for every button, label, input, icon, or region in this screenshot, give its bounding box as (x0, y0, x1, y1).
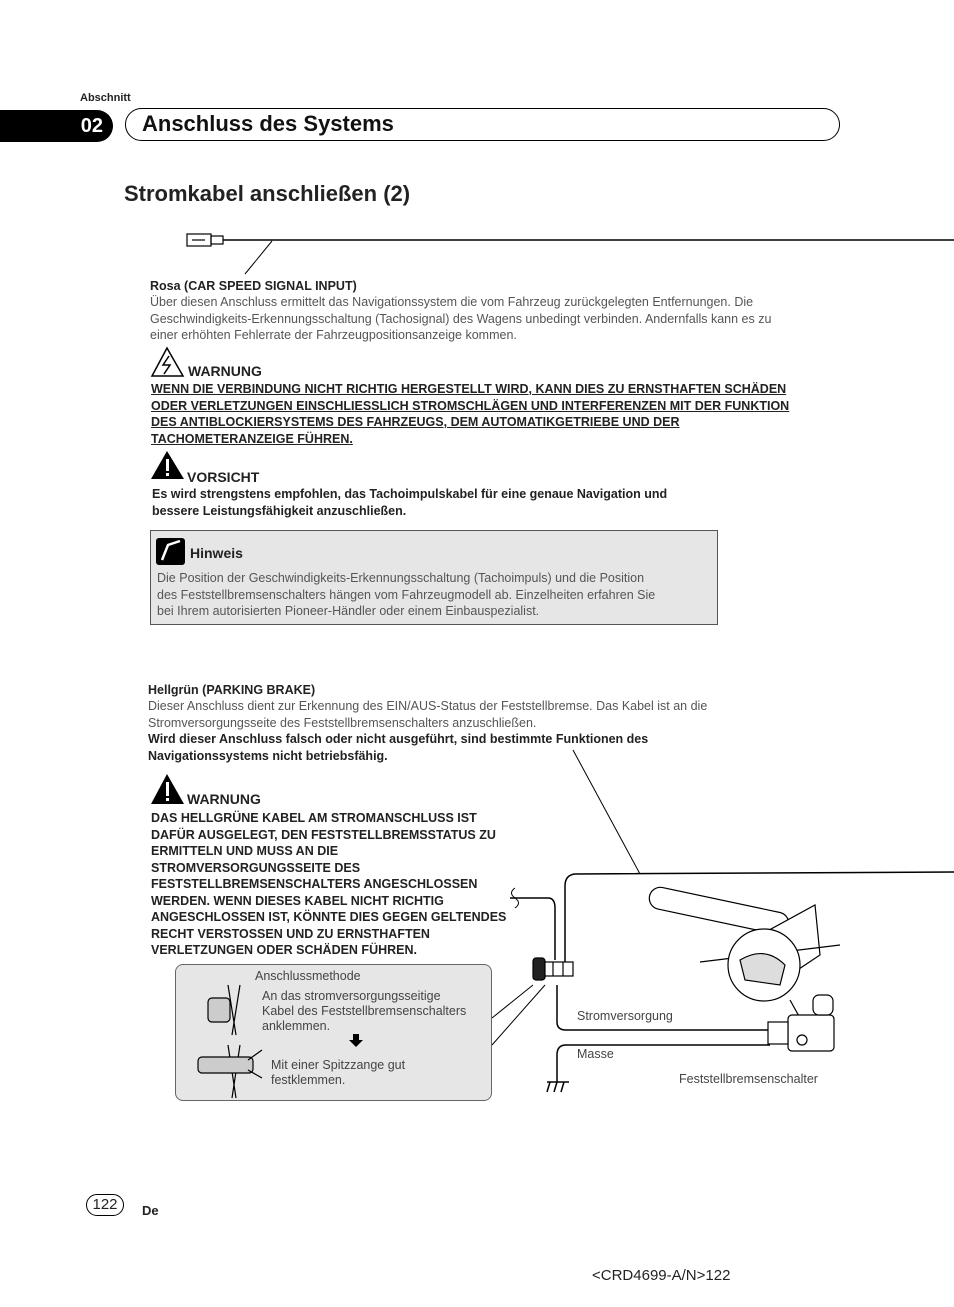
text-line: Mit einer Spitzzange gut (271, 1058, 406, 1072)
caution-text (152, 486, 667, 519)
language-code: De (142, 1203, 159, 1218)
warning-label: WARNUNG (187, 791, 261, 807)
warning-label: WARNUNG (188, 363, 262, 379)
text-line: WERDEN. WENN DIESES KABEL NICHT RICHTIG (151, 893, 444, 908)
text-line: Dieser Anschluss dient zur Erkennung des EIN/AUS-Status der Feststellbremse. Das Kabel ist an die (148, 699, 708, 713)
text-line: einer erhöhten Fehlerrate der Fahrzeugpositionsanzeige kommen. (150, 328, 517, 342)
text-line: bei Ihrem autorisierten Pioneer-Händler oder einem Einbauspezialist. (157, 604, 540, 618)
text-line: TACHOMETERANZEIGE FÜHREN. (151, 431, 353, 446)
section-label: Abschnitt (80, 92, 131, 104)
warning-text (151, 810, 506, 959)
text-line: ANGESCHLOSSEN IST, KÖNNTE DIES GEGEN GELTENDES (151, 910, 507, 924)
document-code: <CRD4699-A/N>122 (592, 1267, 731, 1284)
text-line: DES ANTIBLOCKIERSYSTEMS DES FAHRZEUGS, DEM AUTOMATIKGETRIEBE UND DER (151, 415, 680, 429)
parking-brake-bold-text (148, 731, 648, 764)
text-line: ERMITTELN UND MUSS AN DIE (151, 844, 339, 858)
parking-brake-lever-icon (647, 885, 840, 1001)
text-line: STROMVERSORGUNGSSEITE DES (151, 860, 361, 875)
section-title: Anschluss des Systems (142, 111, 394, 136)
text-line: Geschwindigkeits-Erkennungsschaltung (Tachosignal) des Wagens unbedingt verbinden. Andernfalls kann es zu (150, 311, 772, 326)
text-line: Navigationssystems nicht betriebsfähig. (148, 748, 388, 763)
warning-text (151, 381, 789, 447)
text-line: DAFÜR AUSGELEGT, DEN FESTSTELLBREMSSTATUS ZU (151, 827, 496, 842)
text-line: Kabel des Feststellbremsenschalters (262, 1004, 467, 1018)
section-number-badge: 02 (0, 110, 113, 142)
text-line: WENN DIE VERBINDUNG NICHT RICHTIG HERGESTELLT WIRD, KANN DIES ZU ERNSTHAFTEN SCHÄDEN (151, 382, 787, 396)
clamp-connector-icon (533, 958, 573, 980)
caution-label: VORSICHT (187, 469, 260, 485)
page-number: 122 (86, 1194, 124, 1216)
page-title: Stromkabel anschließen (2) (124, 181, 411, 206)
power-label: Stromversorgung (577, 1009, 673, 1023)
note-label: Hinweis (190, 545, 243, 561)
text-line: FESTSTELLBREMSENSCHALTERS ANGESCHLOSSEN (151, 877, 478, 891)
text-line: Die Position der Geschwindigkeits-Erkennungsschaltung (Tachoimpuls) und die Position (157, 571, 645, 585)
speed-signal-text (150, 294, 771, 344)
method-step1 (262, 989, 466, 1034)
text-line: des Feststellbremsenschalters hängen vom Fahrzeugmodell ab. Einzelheiten erfahren Sie (157, 587, 656, 602)
method-step2 (271, 1058, 405, 1088)
text-line: bessere Leistungsfähigkeit anzuschließen. (152, 503, 407, 518)
text-line: festklemmen. (271, 1073, 346, 1087)
text-line: Über diesen Anschluss ermittelt das Navigationssystem die vom Fahrzeug zurückgelegten Entfernungen. Die (150, 295, 754, 309)
ground-label: Masse (577, 1047, 614, 1061)
text-line: Wird dieser Anschluss falsch oder nicht ausgeführt, sind bestimmte Funktionen des (148, 732, 649, 746)
method-title: Anschlussmethode (255, 969, 361, 983)
text-line: ODER VERLETZUNGEN EINSCHLIESSLICH STROMSCHLÄGEN UND INTERFERENZEN MIT DER FUNKTION (151, 398, 790, 413)
note-text (157, 570, 655, 620)
parking-brake-text (148, 698, 707, 731)
text-line: Stromversorgungsseite des Feststellbremsenschalters anzuschließen. (148, 715, 537, 730)
warning-icon (151, 774, 184, 804)
text-line: VERLETZUNGEN ODER SCHÄDEN FÜHREN. (151, 943, 417, 957)
speed-signal-connector-icon (187, 234, 223, 246)
text-line: RECHT VERSTOSSEN UND ZU ERNSTHAFTEN (151, 926, 430, 941)
leader-line (245, 241, 272, 274)
parking-brake-switch-icon (768, 995, 834, 1051)
text-line: An das stromversorgungsseitige (262, 989, 441, 1003)
text-line: DAS HELLGRÜNE KABEL AM STROMANSCHLUSS IST (151, 811, 477, 825)
speed-signal-title: Rosa (CAR SPEED SIGNAL INPUT) (150, 279, 357, 293)
switch-label: Feststellbremsenschalter (679, 1072, 818, 1086)
text-line: anklemmen. (262, 1019, 331, 1033)
text-line: Es wird strengstens empfohlen, das Tachoimpulskabel für eine genaue Navigation und (152, 487, 668, 501)
parking-brake-title: Hellgrün (PARKING BRAKE) (148, 683, 316, 697)
caution-icon (151, 451, 184, 479)
electric-warning-icon (152, 348, 183, 376)
